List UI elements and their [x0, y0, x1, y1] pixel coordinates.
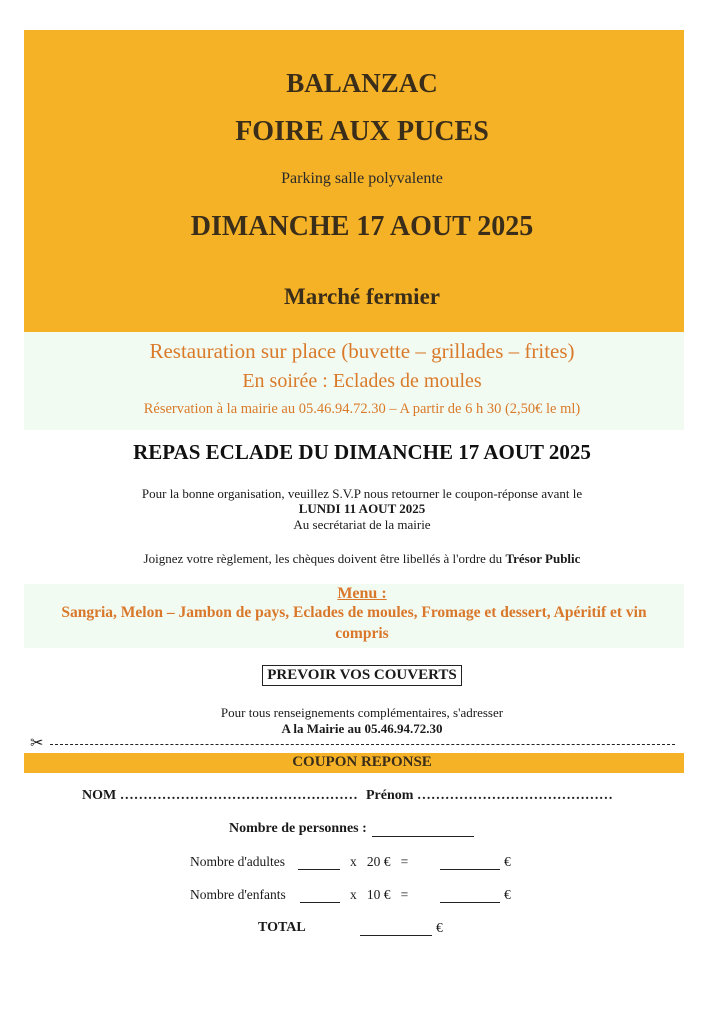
nb-personnes-label: Nombre de personnes :: [229, 821, 367, 836]
repas-deadline: LUNDI 11 AOUT 2025: [298, 501, 426, 516]
contact-line-1: Pour tous renseignements complémentaires, s'adresser: [220, 705, 504, 720]
enfants-count-input[interactable]: [300, 902, 340, 903]
menu-title: Menu :: [337, 585, 387, 602]
menu-line-1: Sangria, Melon – Jambon de pays, Eclades de moules, Fromage et dessert, Apéritif et vin: [61, 604, 647, 621]
enfants-euro: €: [504, 887, 511, 902]
market-title: Marché fermier: [283, 284, 440, 309]
couverts-text: PREVOIR VOS COUVERTS: [262, 665, 461, 686]
reglement-text: [0, 551, 724, 567]
adultes-label: Nombre d'adultes: [190, 854, 286, 869]
coupon-title: COUPON REPONSE: [292, 754, 432, 770]
contact-line-2: A la Mairie au 05.46.94.72.30: [281, 721, 443, 736]
tresor-public: Trésor Public: [505, 551, 581, 566]
restauration-text: Restauration sur place (buvette – grillades – frites): [149, 339, 575, 363]
repas-secretariat: Au secrétariat de la mairie: [293, 517, 431, 532]
dashed-divider: [50, 744, 675, 745]
menu-line-2: compris: [335, 625, 389, 642]
total-label: TOTAL: [258, 920, 306, 935]
prenom-field[interactable]: Prénom ……………………………………: [366, 788, 613, 803]
nom-field[interactable]: NOM ……………………………………………: [82, 788, 358, 803]
total-input[interactable]: [360, 935, 432, 936]
event-location: Parking salle polyvalente: [281, 170, 443, 187]
repas-instructions: Pour la bonne organisation, veuillez S.V.P nous retourner le coupon-réponse avant le: [141, 486, 583, 501]
scissors-icon: ✂: [30, 735, 44, 752]
cut-line: [30, 737, 675, 751]
adultes-price: x 20 € =: [350, 854, 409, 869]
reservation-text: Réservation à la mairie au 05.46.94.72.30 – A partir de 6 h 30 (2,50€ le ml): [143, 401, 581, 417]
couverts-box: [0, 665, 724, 686]
total-euro: €: [436, 920, 443, 935]
town-title: BALANZAC: [286, 68, 438, 98]
nb-personnes-input[interactable]: [372, 836, 474, 837]
soiree-text: En soirée : Eclades de moules: [242, 370, 482, 392]
enfants-label: Nombre d'enfants: [190, 887, 286, 902]
adultes-total-input[interactable]: [440, 869, 500, 870]
repas-title: REPAS ECLADE DU DIMANCHE 17 AOUT 2025: [133, 440, 591, 464]
adultes-euro: €: [504, 854, 511, 869]
enfants-total-input[interactable]: [440, 902, 500, 903]
adultes-count-input[interactable]: [298, 869, 340, 870]
enfants-price: x 10 € =: [350, 887, 409, 902]
event-date: DIMANCHE 17 AOUT 2025: [190, 211, 534, 242]
reglement-prefix: Joignez votre règlement, les chèques doivent être libellés à l'ordre du: [143, 551, 506, 566]
event-title: FOIRE AUX PUCES: [235, 116, 489, 147]
